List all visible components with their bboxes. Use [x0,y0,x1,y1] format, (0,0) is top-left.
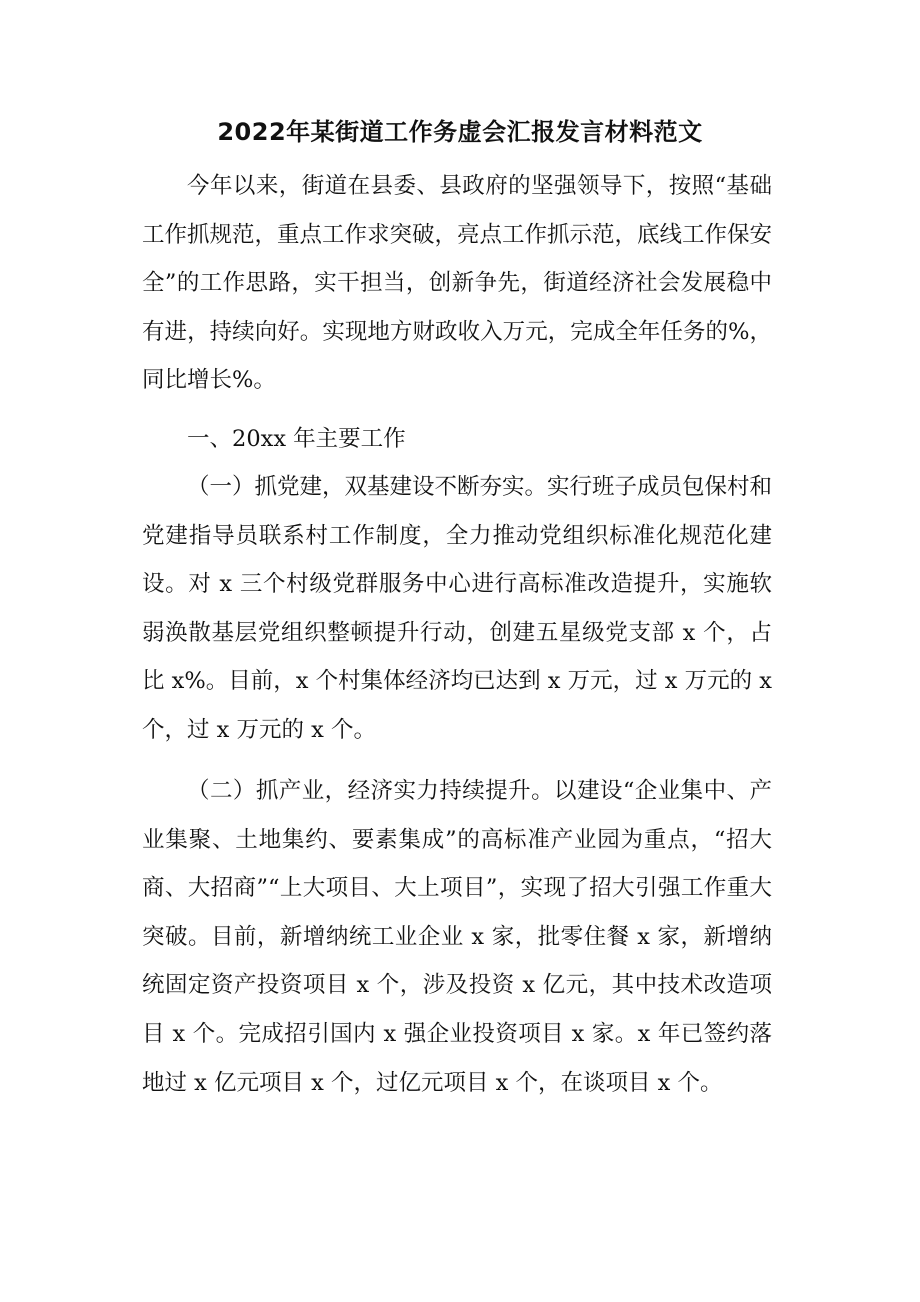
paragraph-industry: （二）抓产业，经济实力持续提升。以建设“企业集中、产业集聚、土地集约、要素集成”的高标准产业园为重点，“招大商、大招商”“上大项目、大上项目”，实现了招大引强工作重大突破。目前，新增纳统工业企业 x 家，批零住餐 x 家，新增纳统固定资产投资项目 x 个，涉及投资 x 亿元，其中技术改造项目 x 个。完成招引国内 x 强企业投资项目 x 家。x 年已签约落地过 x 亿元项目 x 个，过亿元项目 x 个，在谈项目 x 个。 [142,778,772,1096]
document-title: 2022年某街道工作务虚会汇报发言材料范文 [217,118,703,146]
section-heading-main-work: 一、20xx 年主要工作 [187,426,406,452]
intro-paragraph: 今年以来，街道在县委、县政府的坚强领导下，按照“基础工作抓规范，重点工作求突破，亮点工作抓示范，底线工作保安全”的工作思路，实干担当，创新争先，街道经济社会发展稳中有进，持续向好。实现地方财政收入万元，完成全年任务的%，同比增长%。 [142,173,773,394]
paragraph-party-building: （一）抓党建，双基建设不断夯实。实行班子成员包保村和党建指导员联系村工作制度，全力推动党组织标准化规范化建设。对 x 三个村级党群服务中心进行高标准改造提升，实施软弱涣散基层党组织整顿提升行动，创建五星级党支部 x 个，占比 x%。目前，x 个村集体经济均已达到 x 万元，过 x 万元的 x 个，过 x 万元的 x 个。 [142,474,773,743]
